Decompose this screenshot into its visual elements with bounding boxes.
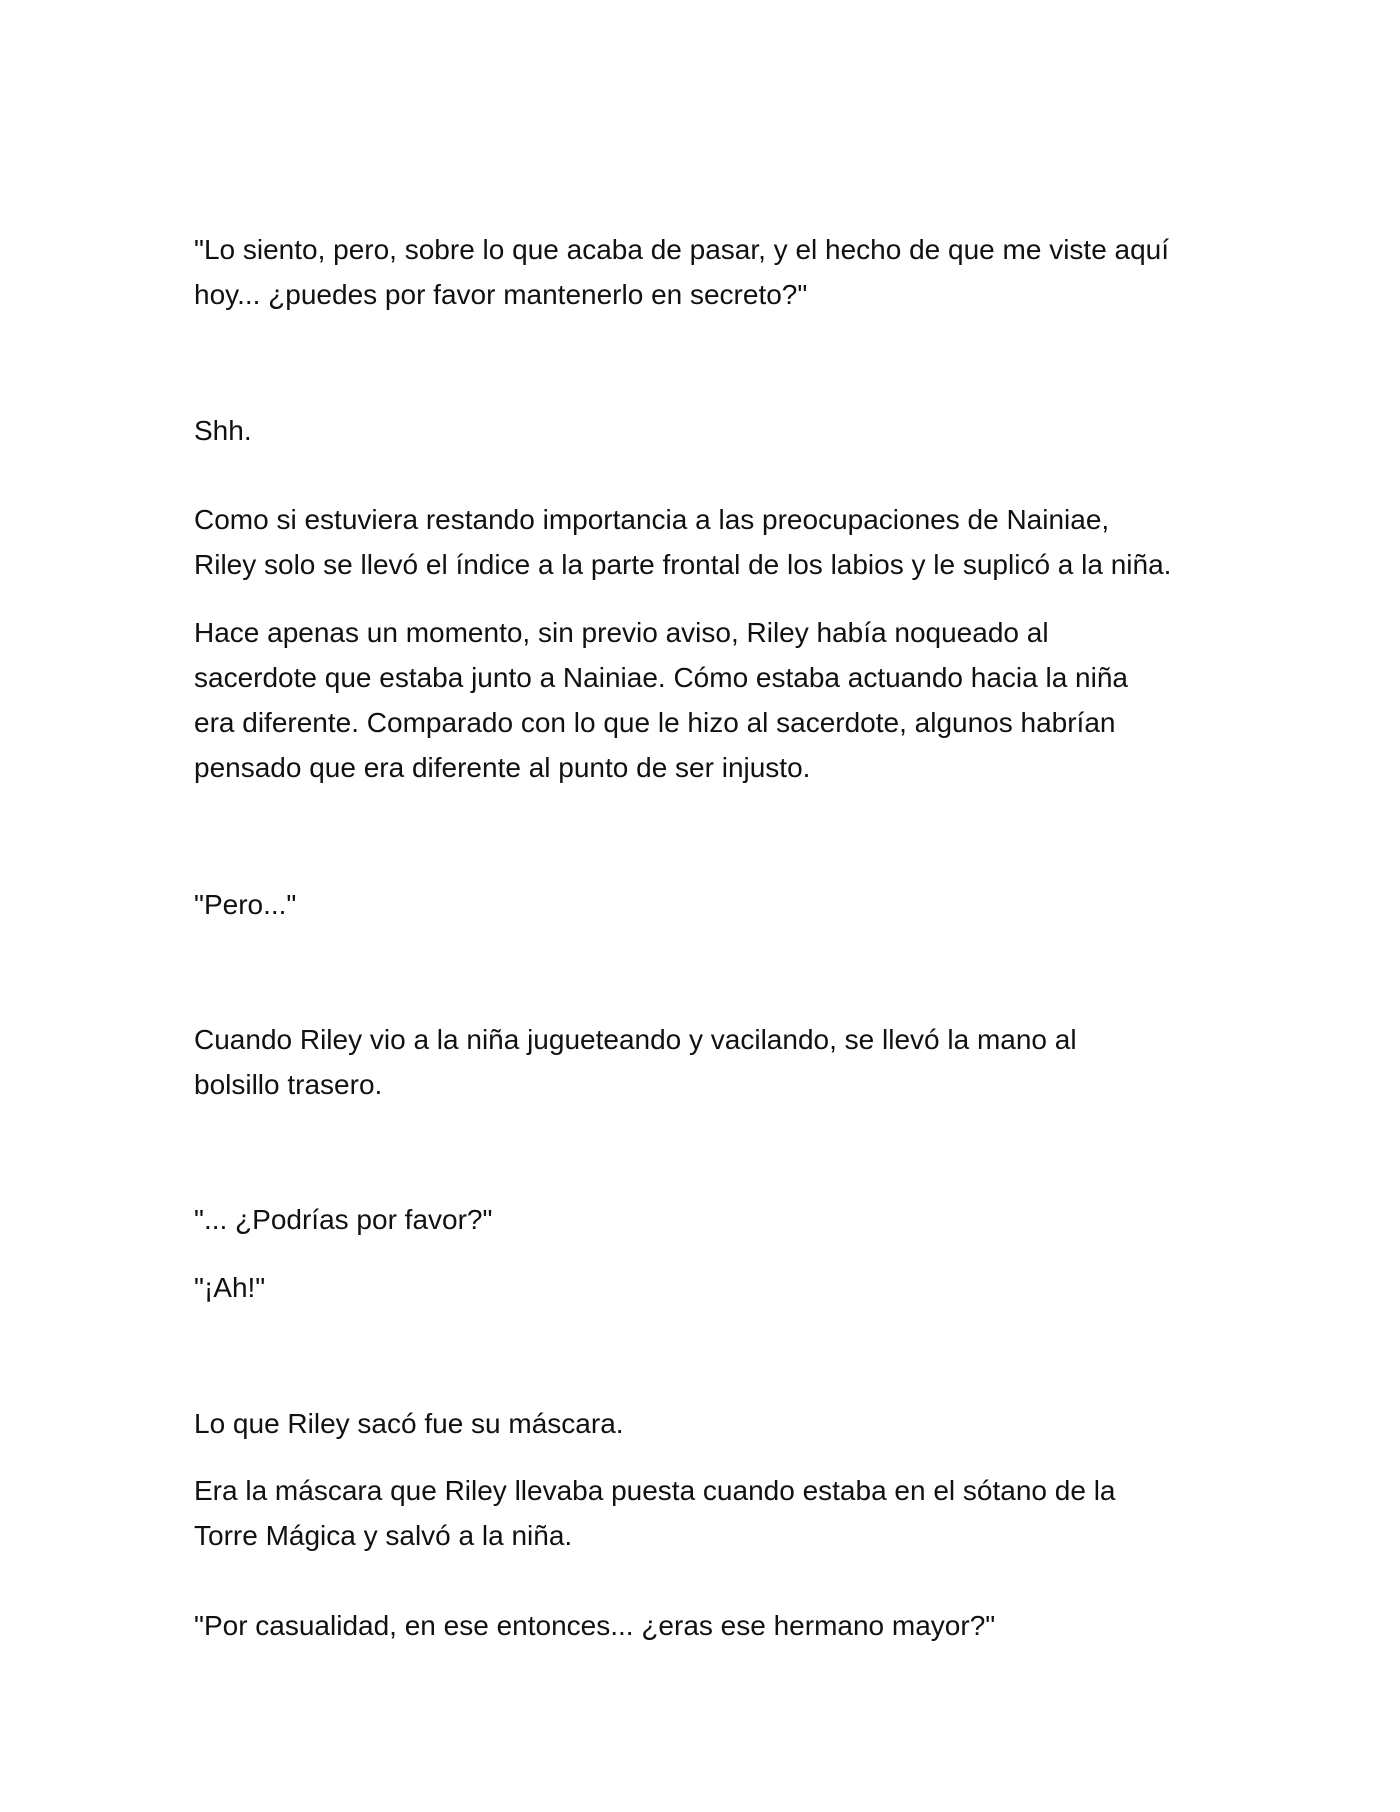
paragraph-request-secret: "Lo siento, pero, sobre lo que acaba de pasar, y el hecho de que me viste aquí hoy... ¿puedes por favor mantenerlo en secreto?" bbox=[194, 234, 1170, 310]
paragraph-back-pocket: Cuando Riley vio a la niña jugueteando y vacilando, se llevó la mano al bolsillo trasero. bbox=[194, 1024, 1077, 1100]
paragraph-older-brother: "Por casualidad, en ese entonces... ¿eras ese hermano mayor?" bbox=[194, 1610, 996, 1641]
paragraph-could-you-please: "... ¿Podrías por favor?" bbox=[194, 1204, 493, 1235]
paragraph-priest-knocked-out: Hace apenas un momento, sin previo aviso, Riley había noqueado al sacerdote que estaba junto a Nainiae. Cómo estaba actuando hacia la niña era diferente. Comparado con lo que le hizo al sacerdote, algunos habrían pensado que era diferente al punto de ser injusto. bbox=[194, 617, 1128, 783]
paragraph-ah: "¡Ah!" bbox=[194, 1272, 266, 1303]
paragraph-magic-tower: Era la máscara que Riley llevaba puesta cuando estaba en el sótano de la Torre Mágica y salvó a la niña. bbox=[194, 1475, 1116, 1551]
paragraph-mask: Lo que Riley sacó fue su máscara. bbox=[194, 1408, 624, 1439]
paragraph-shh: Shh. bbox=[194, 415, 252, 446]
paragraph-riley-gesture: Como si estuviera restando importancia a las preocupaciones de Nainiae, Riley solo se llevó el índice a la parte frontal de los labios y le suplicó a la niña. bbox=[194, 504, 1172, 580]
paragraph-pero: "Pero..." bbox=[194, 889, 297, 920]
